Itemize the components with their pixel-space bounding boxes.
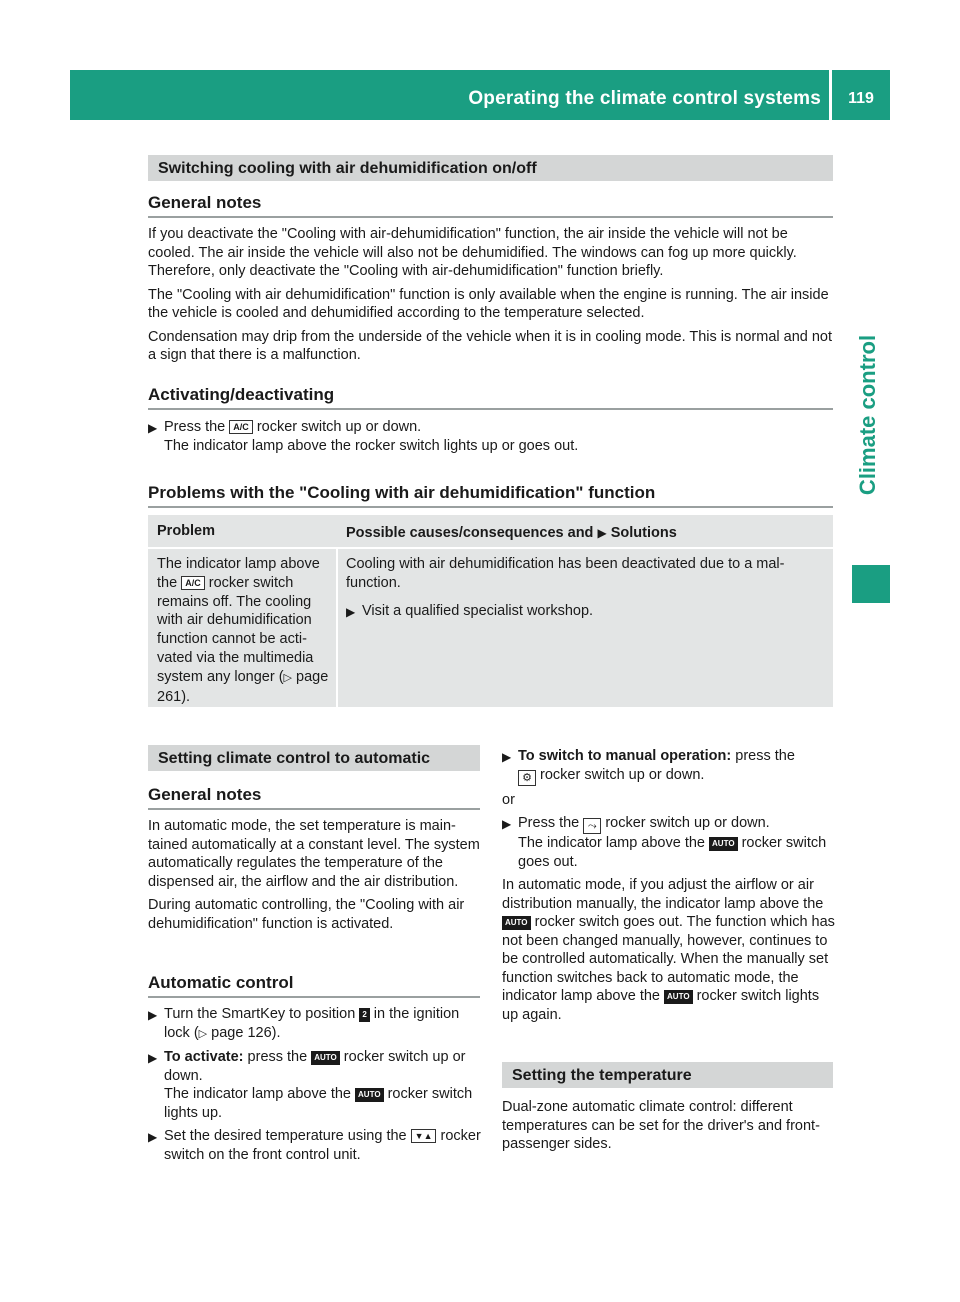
paragraph-text: rocker switch lights up again. (502, 988, 820, 1023)
temperature-key-icon: ▼▲ (411, 1129, 437, 1143)
cell-text: Cooling with air dehumidification has been deactivated due to a malfunction. (346, 556, 785, 591)
table-cell-solutions (346, 555, 826, 625)
step-text: Turn the SmartKey to position (164, 1006, 356, 1022)
heading-activating: Activating/deactivating (148, 385, 335, 404)
arrow-icon: ▶ (597, 526, 607, 540)
divider (148, 408, 833, 410)
position-2-icon: 2 (359, 1008, 369, 1022)
step-text: rocker switch up or down. (540, 766, 705, 783)
heading-problems: Problems with the "Cooling with air dehumidification" function (148, 483, 656, 502)
step-text: rocker switch up or down. (164, 1049, 466, 1084)
divider (148, 216, 833, 218)
paragraph: During automatic controlling, the "Cooling with air dehumidification" function is activated. (148, 897, 465, 932)
section-title-automatic: Setting climate control to automatic (148, 745, 480, 771)
step-text: Press the (518, 815, 580, 831)
page-reference[interactable]: page 261). (157, 668, 329, 705)
table-cell-problem (157, 555, 332, 706)
paragraph: If you deactivate the "Cooling with air-dehumidification" function, the air inside the vehicle will not be cooled. The air inside the vehicle will also not be dehumidified. The windows can fog up more quickly. Therefore, only deactivate the "Cooling with air-dehumidification" function briefly. (148, 226, 797, 279)
page-reference[interactable]: page 126). (211, 1024, 281, 1041)
paragraph: The "Cooling with air dehumidification" function is only available when the engine is running. The air inside the vehicle is cooled and dehumidified according to the temperature selected. (148, 286, 829, 321)
step-label: To activate: (164, 1049, 244, 1065)
step-text: rocker switch up or down. (605, 815, 770, 831)
header-text: Possible causes/consequences and (346, 525, 594, 541)
step-text: Set the desired temperature using the (164, 1128, 407, 1144)
step-result: The indicator lamp above the (518, 835, 705, 851)
arrow-icon: ▶ (502, 750, 512, 764)
divider (148, 996, 480, 998)
divider (148, 808, 480, 810)
step-text: Visit a qualified specialist workshop. (362, 602, 594, 619)
instruction-step (148, 1127, 484, 1164)
step-text: rocker switch on the front control unit. (164, 1128, 481, 1163)
paragraph (502, 876, 836, 1024)
heading-general-notes: General notes (148, 193, 262, 212)
instruction-step (502, 814, 836, 871)
paragraph: Dual-zone automatic climate control: different temperatures can be set for the driver's and front-passenger sides. (502, 1099, 820, 1152)
paragraph: In automatic mode, the set temperature is maintained automatically at a constant level. The system automatically regulates the temperature of the dispensed air, the airflow and the air distribution. (148, 818, 480, 890)
table-header-solutions (346, 525, 677, 541)
step-text: rocker switch up or down. (256, 419, 422, 435)
arrow-icon: ▶ (148, 1130, 158, 1144)
ac-key-icon: A/C (229, 420, 253, 434)
page-ref-icon: ▷ (283, 671, 292, 684)
auto-key-icon: AUTO (664, 990, 693, 1004)
instruction-step (148, 1048, 484, 1122)
step-result: rocker switch lights up. (164, 1086, 473, 1121)
temperature-body (502, 1098, 836, 1159)
instruction-step (148, 1005, 484, 1043)
table-header-problem: Problem (157, 523, 216, 539)
page-number: 119 (848, 90, 874, 107)
header-text: Solutions (610, 525, 677, 541)
side-tab-label: Climate control (855, 334, 881, 496)
paragraph: Condensation may drip from the underside of the vehicle when it is in cooling mode. This is normal and not a sign that there is a malfunction. (148, 328, 833, 363)
step-text: press the (735, 748, 795, 764)
step-result: The indicator lamp above the rocker switch lights up or goes out. (164, 437, 579, 454)
activating-steps (148, 418, 828, 460)
airflow-key-icon: ⤳ (583, 818, 601, 834)
heading-general-notes: General notes (148, 785, 262, 804)
auto-notes-body (148, 817, 484, 938)
paragraph-text: rocker switch goes out. The function which has not been changed manually, however, continues to be controlled automatically. When the manually set function switches back to automatic mode, the indicator lamp above the (502, 914, 835, 1004)
arrow-icon: ▶ (502, 817, 512, 831)
step-label: To switch to manual operation: (518, 748, 732, 764)
step-text: in the ignition lock ( (164, 1006, 460, 1041)
arrow-icon: ▶ (148, 1008, 158, 1022)
side-tab-marker (852, 565, 890, 603)
side-tab[interactable] (847, 280, 890, 550)
section-title-cooling: Switching cooling with air dehumidification on/off (148, 155, 833, 181)
arrow-icon: ▶ (148, 1051, 158, 1065)
ac-key-icon: A/C (181, 576, 205, 590)
step-result: The indicator lamp above the (164, 1086, 351, 1102)
auto-key-icon: AUTO (502, 916, 531, 930)
paragraph: or (502, 791, 515, 808)
page-ref-icon: ▷ (198, 1027, 208, 1040)
instruction-step (346, 602, 826, 621)
instruction-step (502, 747, 836, 786)
arrow-icon: ▶ (148, 421, 158, 435)
heading-automatic-control: Automatic control (148, 973, 294, 992)
auto-key-icon: AUTO (355, 1088, 384, 1102)
cell-text: The indicator lamp above the (157, 556, 320, 591)
arrow-icon: ▶ (346, 604, 356, 619)
section-title-temperature: Setting the temperature (502, 1062, 833, 1088)
automatic-control-steps (148, 1005, 484, 1169)
paragraph-text: In automatic mode, if you adjust the airflow or air distribution manually, the indicator lamp above the (502, 877, 824, 912)
instruction-step (148, 418, 828, 455)
fan-off-key-icon: ⚙ (518, 770, 536, 786)
general-notes-body (148, 225, 836, 370)
divider (148, 506, 833, 508)
chapter-title: Operating the climate control systems (468, 88, 821, 109)
cell-text: rocker switch remains off. The cooling with air dehumidification function cannot be activated via the multimedia system any longer ( (157, 574, 314, 685)
step-text: press the (247, 1049, 308, 1065)
auto-key-icon: AUTO (709, 837, 738, 851)
auto-key-icon: AUTO (311, 1051, 340, 1065)
step-result: rocker switch goes out. (518, 835, 827, 870)
step-text: Press the (164, 419, 226, 435)
manual-operation-body (502, 747, 836, 1029)
